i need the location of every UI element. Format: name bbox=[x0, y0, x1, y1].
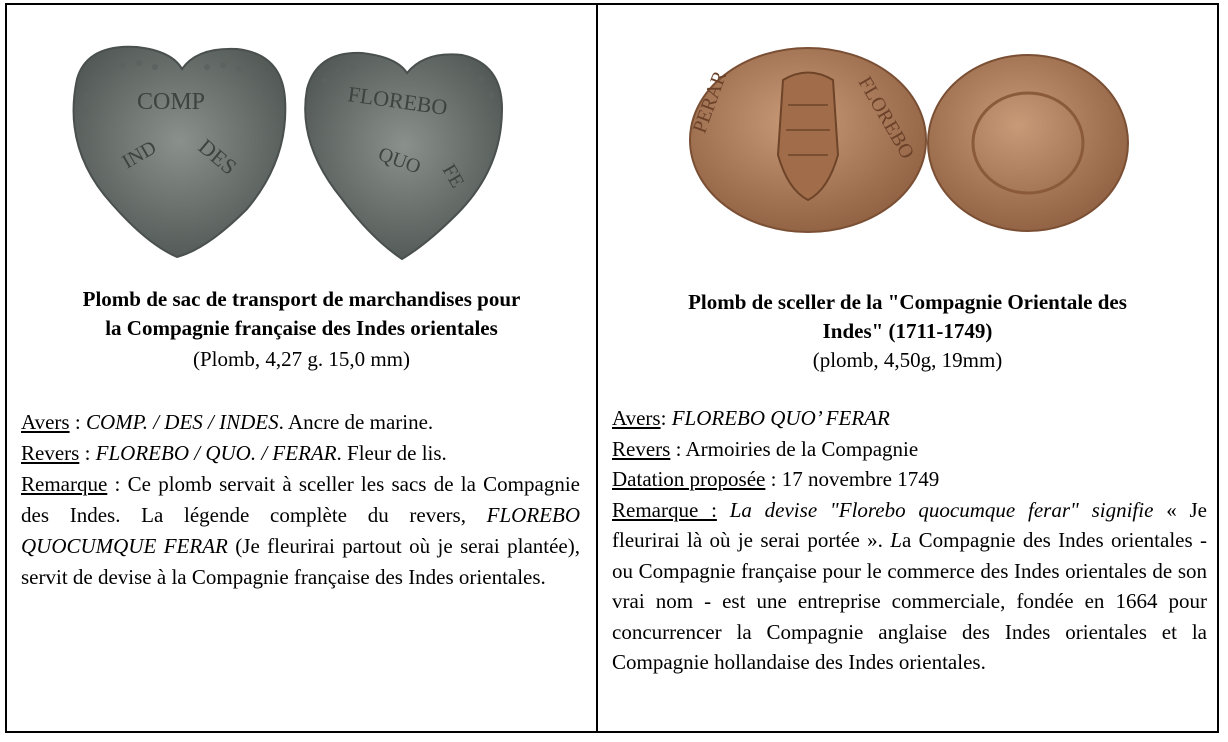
right-body bbox=[612, 403, 1207, 678]
right-remarque-label: Remarque : bbox=[612, 497, 717, 522]
left-remarque-label: Remarque bbox=[21, 472, 108, 496]
right-datation-value: 17 novembre 1749 bbox=[781, 467, 940, 491]
left-revers-value: FLOREBO / QUO. / FERAR bbox=[95, 441, 337, 465]
left-remarque bbox=[21, 469, 580, 593]
left-title bbox=[17, 285, 586, 343]
right-revers-sep: : bbox=[670, 436, 686, 461]
left-revers bbox=[21, 438, 580, 469]
right-cell bbox=[598, 5, 1217, 731]
obverse-legend-1: COMP bbox=[137, 89, 206, 115]
right-title-line2: Indes" (1711-1749) bbox=[822, 319, 993, 343]
left-remarque-sep: : bbox=[107, 472, 128, 496]
right-subtitle: (plomb, 4,50g, 19mm) bbox=[812, 348, 1003, 372]
obverse-legend-3: IND bbox=[118, 136, 161, 174]
comparison-table bbox=[5, 3, 1219, 733]
right-revers-label: Revers bbox=[612, 436, 671, 461]
right-avers-sep: : bbox=[660, 406, 672, 430]
left-cell bbox=[7, 5, 596, 731]
reverse-legend-1: FLOREBO bbox=[346, 81, 450, 120]
right-remarque-text: a Compagnie des Indes orientales - ou Compagnie française pour le commerce des Indes orientales de son vrai nom - est une entreprise commerciale, fondée en 1664 pour concurrencer la Compagnie anglaise des Indes orientales et la Compagnie hollandaise des Indes orientales. bbox=[612, 528, 1208, 674]
right-revers-value: Armoiries de la Compagnie bbox=[685, 436, 919, 461]
left-avers-sep: : bbox=[69, 410, 86, 434]
left-remarque-italic: FLOREBO QUOCUMQUE FERAR bbox=[21, 503, 580, 558]
right-revers bbox=[612, 434, 1207, 465]
right-title-line1: Plomb de sceller de la "Compagnie Orientale des bbox=[688, 290, 1127, 314]
left-revers-label: Revers bbox=[21, 441, 80, 465]
reverse-legend-3: FE bbox=[437, 160, 469, 192]
right-datation bbox=[612, 464, 1207, 495]
round-lead-seal-image bbox=[688, 45, 1138, 235]
right-remarque-italic1: La devise "Florebo quocumque ferar" signifie bbox=[716, 497, 1167, 522]
round-reverse-seal bbox=[928, 55, 1128, 231]
left-avers-value: COMP. / DES / INDES bbox=[85, 410, 279, 434]
reverse-legend-2: QUO bbox=[375, 143, 424, 179]
right-avers-label: Avers bbox=[612, 406, 661, 430]
left-avers bbox=[21, 407, 580, 438]
left-avers-label: Avers bbox=[21, 410, 70, 434]
right-avers bbox=[612, 403, 1207, 434]
left-title-line2: la Compagnie française des Indes orientales bbox=[105, 316, 498, 340]
left-body bbox=[21, 407, 580, 593]
left-avers-rest: . Ancre de marine. bbox=[278, 410, 434, 434]
left-title-line1: Plomb de sac de transport de marchandises pour bbox=[82, 287, 521, 311]
right-remarque-quote: « Je fleurirai là où je serai portée ». bbox=[612, 497, 1207, 552]
right-datation-label: Datation proposée bbox=[612, 467, 766, 491]
right-remarque bbox=[612, 495, 1207, 678]
round-legend-1: PERAR bbox=[688, 68, 732, 137]
right-avers-value: FLOREBO QUO’ FERAR bbox=[671, 406, 890, 430]
left-remarque-text1: Ce plomb servait à sceller les sacs de la Compagnie des Indes. La légende complète du revers, bbox=[21, 472, 580, 527]
obverse-legend-2: DES bbox=[193, 133, 242, 180]
left-subtitle: (Plomb, 4,27 g. 15,0 mm) bbox=[192, 347, 410, 371]
round-legend-2: FLOREBO bbox=[853, 72, 919, 163]
right-title bbox=[608, 288, 1207, 346]
left-remarque-text2: (Je fleurirai partout où je serai plantée), servit de devise à la Compagnie française des Indes orientales. bbox=[21, 534, 580, 589]
left-revers-sep: : bbox=[79, 441, 96, 465]
right-datation-sep: : bbox=[765, 467, 782, 491]
left-revers-rest: . Fleur de lis. bbox=[336, 441, 447, 465]
heart-lead-seal-image bbox=[57, 39, 517, 267]
right-remarque-italic2: L bbox=[882, 528, 902, 552]
